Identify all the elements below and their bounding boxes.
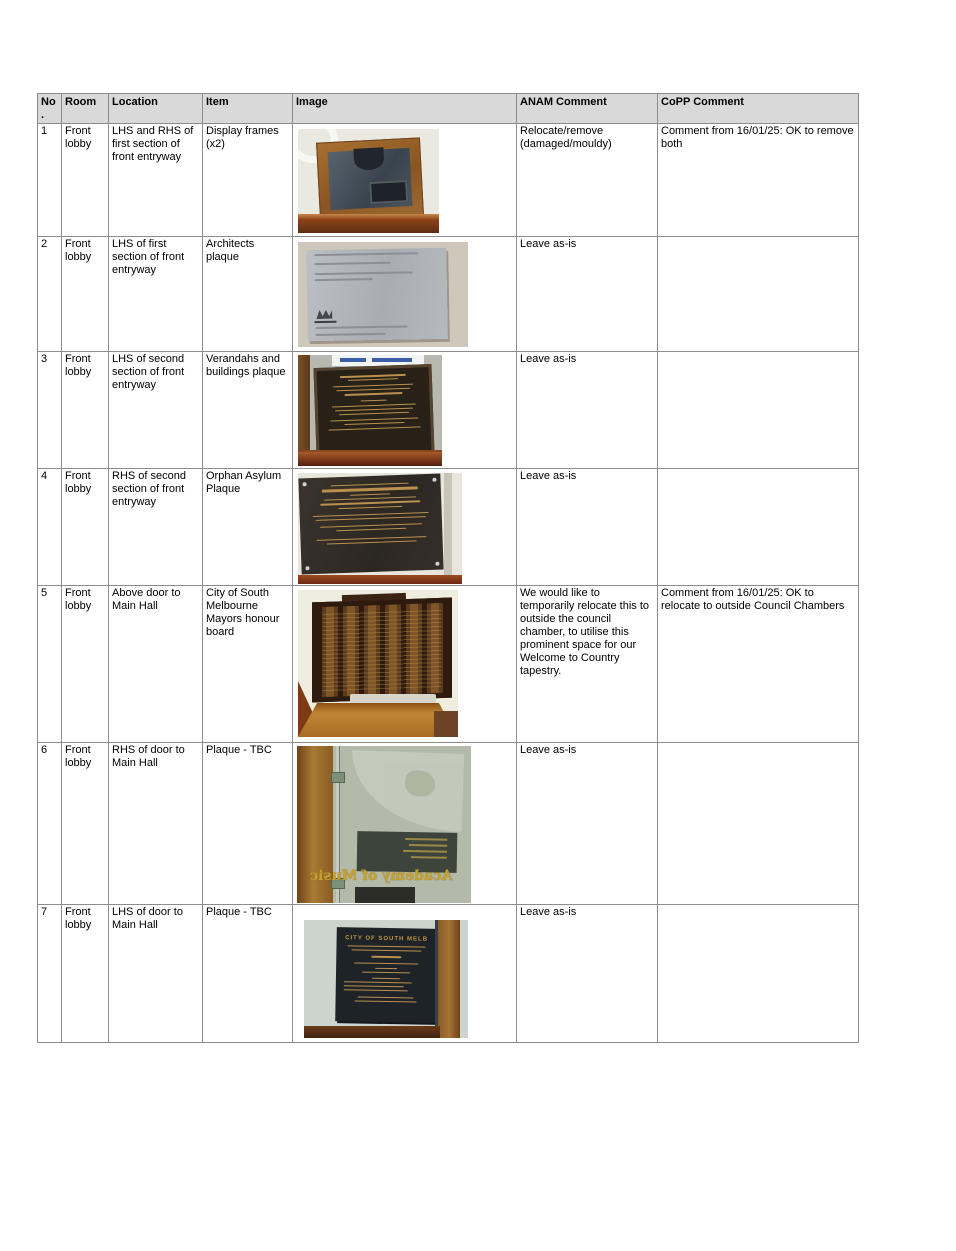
cell-anam-comment: We would like to temporarily relocate this to outside the council chamber, to utilise this prominent space for our Welcome to Country tapestry. bbox=[517, 586, 658, 743]
table-header-row bbox=[38, 94, 859, 124]
table-row bbox=[38, 352, 859, 469]
hinge-shape bbox=[331, 772, 345, 783]
cell-anam-comment: Relocate/remove (damaged/mouldy) bbox=[517, 124, 658, 237]
cell-no: 1 bbox=[38, 124, 62, 237]
cell-location: LHS of first section of front entryway bbox=[109, 237, 203, 352]
cell-no: 2 bbox=[38, 237, 62, 352]
cell-copp-comment bbox=[658, 469, 859, 586]
cell-anam-comment: Leave as-is bbox=[517, 469, 658, 586]
table-row bbox=[38, 237, 859, 352]
cell-image bbox=[293, 352, 517, 469]
cell-anam-comment: Leave as-is bbox=[517, 905, 658, 1043]
orphan-asylum-plaque-photo bbox=[298, 473, 462, 584]
cell-item: Orphan Asylum Plaque bbox=[203, 469, 293, 586]
etched-glass-shape bbox=[350, 750, 465, 832]
timber-sill-shape bbox=[304, 1026, 440, 1038]
cell-anam-comment: Leave as-is bbox=[517, 352, 658, 469]
table-row bbox=[38, 469, 859, 586]
timber-sill-shape bbox=[298, 575, 462, 584]
col-header-item: Item bbox=[203, 94, 293, 124]
cell-image bbox=[293, 237, 517, 352]
mirrored-academy-text: Academy of Music bbox=[309, 868, 453, 884]
cell-no: 3 bbox=[38, 352, 62, 469]
verandahs-plaque-photo bbox=[298, 355, 442, 466]
lion-crest-shape bbox=[405, 770, 436, 797]
cell-item: Plaque - TBC bbox=[203, 905, 293, 1043]
timber-sill-shape bbox=[298, 450, 442, 466]
cell-location: LHS of second section of front entryway bbox=[109, 352, 203, 469]
cell-no: 6 bbox=[38, 743, 62, 905]
cell-copp-comment: Comment from 16/01/25: OK to remove both bbox=[658, 124, 859, 237]
architects-plaque-photo bbox=[298, 242, 468, 347]
cell-anam-comment: Leave as-is bbox=[517, 237, 658, 352]
cell-room: Front lobby bbox=[62, 586, 109, 743]
cell-no: 4 bbox=[38, 469, 62, 586]
col-header-copp-comment: CoPP Comment bbox=[658, 94, 859, 124]
honour-board-photo bbox=[298, 590, 458, 737]
cell-image bbox=[293, 905, 517, 1043]
cell-room: Front lobby bbox=[62, 743, 109, 905]
raia-logo-shape bbox=[316, 310, 332, 319]
cell-item: Plaque - TBC bbox=[203, 743, 293, 905]
honour-board-shape bbox=[312, 598, 452, 703]
cell-copp-comment: Comment from 16/01/25: OK to relocate to outside Council Chambers bbox=[658, 586, 859, 743]
cell-location: RHS of door to Main Hall bbox=[109, 743, 203, 905]
cell-image bbox=[293, 743, 517, 905]
dark-plaque-photo bbox=[304, 920, 468, 1038]
cell-room: Front lobby bbox=[62, 905, 109, 1043]
col-header-room: Room bbox=[62, 94, 109, 124]
display-frames-photo bbox=[298, 129, 439, 233]
cell-copp-comment bbox=[658, 237, 859, 352]
cell-copp-comment bbox=[658, 743, 859, 905]
col-header-image: Image bbox=[293, 94, 517, 124]
table-row bbox=[38, 124, 859, 237]
table-row bbox=[38, 586, 859, 743]
cell-image bbox=[293, 124, 517, 237]
cell-item: City of South Melbourne Mayors honour board bbox=[203, 586, 293, 743]
cell-location: LHS and RHS of first section of front entryway bbox=[109, 124, 203, 237]
wooden-frame-shape bbox=[316, 137, 424, 220]
cell-anam-comment: Leave as-is bbox=[517, 743, 658, 905]
cell-item: Display frames (x2) bbox=[203, 124, 293, 237]
cell-item: Architects plaque bbox=[203, 237, 293, 352]
cell-location: RHS of second section of front entryway bbox=[109, 469, 203, 586]
plaque-title-text: CITY OF SOUTH MELB bbox=[345, 935, 429, 943]
cell-location: LHS of door to Main Hall bbox=[109, 905, 203, 1043]
cell-no: 7 bbox=[38, 905, 62, 1043]
glass-door-plaque-photo bbox=[297, 746, 471, 903]
cell-room: Front lobby bbox=[62, 237, 109, 352]
cell-copp-comment bbox=[658, 352, 859, 469]
timber-frame-shape bbox=[435, 920, 460, 1038]
cell-no: 5 bbox=[38, 586, 62, 743]
col-header-anam-comment: ANAM Comment bbox=[517, 94, 658, 124]
col-header-no: No. bbox=[38, 94, 62, 124]
cell-image bbox=[293, 586, 517, 743]
table-row bbox=[38, 905, 859, 1043]
timber-rail-shape bbox=[298, 214, 439, 233]
cell-location: Above door to Main Hall bbox=[109, 586, 203, 743]
cell-copp-comment bbox=[658, 905, 859, 1043]
cell-image bbox=[293, 469, 517, 586]
cell-room: Front lobby bbox=[62, 124, 109, 237]
cell-room: Front lobby bbox=[62, 352, 109, 469]
cell-item: Verandahs and buildings plaque bbox=[203, 352, 293, 469]
table-row bbox=[38, 743, 859, 905]
heritage-items-table bbox=[37, 93, 859, 1043]
col-header-location: Location bbox=[109, 94, 203, 124]
cell-room: Front lobby bbox=[62, 469, 109, 586]
